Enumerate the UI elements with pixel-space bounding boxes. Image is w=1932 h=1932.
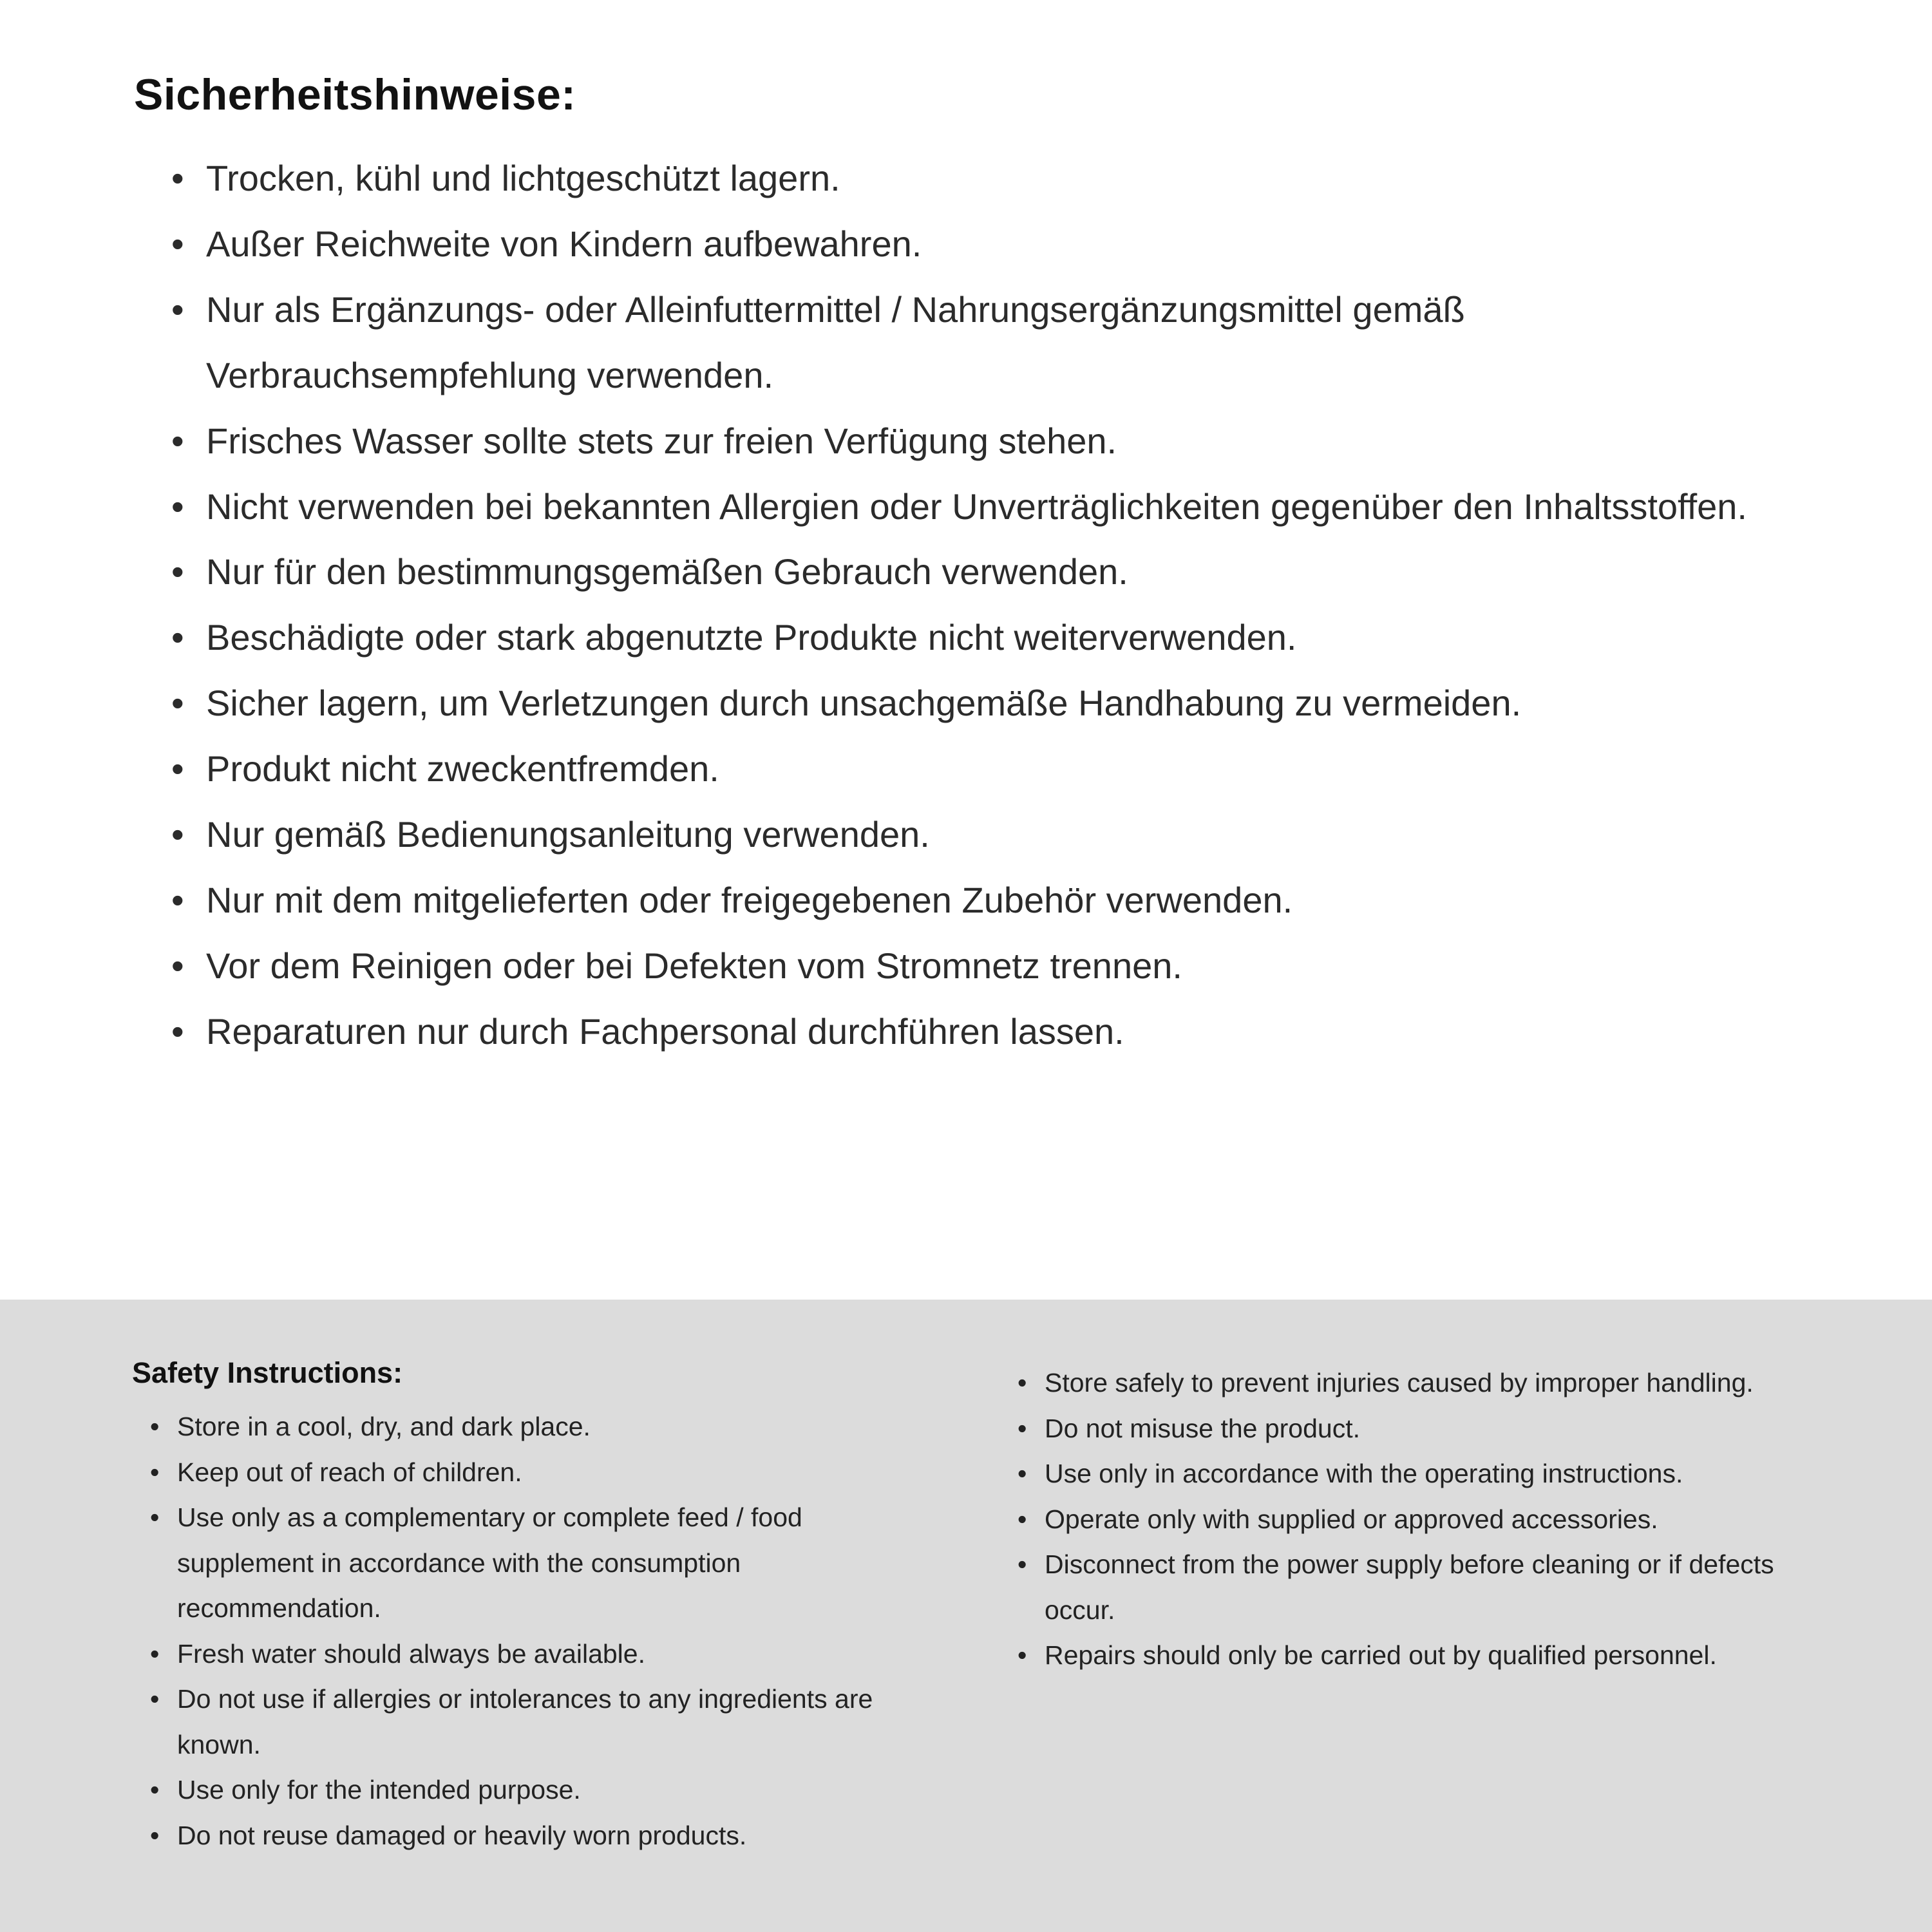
list-item: • Vor dem Reinigen oder bei Defekten vom Stromnetz trennen. [171, 933, 1823, 999]
list-item: • Keep out of reach of children. [150, 1450, 934, 1495]
list-item: • Nur mit dem mitgelieferten oder freigegebenen Zubehör verwenden. [171, 867, 1823, 933]
list-item: • Reparaturen nur durch Fachpersonal durchführen lassen. [171, 999, 1823, 1065]
list-item: • Nicht verwenden bei bekannten Allergien oder Unverträglichkeiten gegenüber den Inhaltsstoffen. [171, 474, 1823, 540]
list-item: • Store in a cool, dry, and dark place. [150, 1404, 934, 1450]
list-item: • Sicher lagern, um Verletzungen durch unsachgemäße Handhabung zu vermeiden. [171, 670, 1823, 736]
english-safety-list-left [132, 1404, 934, 1858]
list-item: • Frisches Wasser sollte stets zur freien Verfügung stehen. [171, 408, 1823, 474]
list-item: • Use only for the intended purpose. [150, 1767, 934, 1813]
list-item: • Trocken, kühl und lichtgeschützt lagern. [171, 146, 1823, 211]
list-item: • Store safely to prevent injuries caused by improper handling. [1018, 1360, 1819, 1406]
german-safety-list [134, 146, 1823, 1065]
list-item: • Do not reuse damaged or heavily worn products. [150, 1813, 934, 1859]
list-item: • Außer Reichweite von Kindern aufbewahren. [171, 211, 1823, 277]
list-item: • Beschädigte oder stark abgenutzte Produkte nicht weiterverwenden. [171, 605, 1823, 670]
list-item: • Nur gemäß Bedienungsanleitung verwenden. [171, 802, 1823, 867]
german-heading: Sicherheitshinweise: [134, 70, 576, 119]
list-item: • Nur für den bestimmungsgemäßen Gebrauch verwenden. [171, 539, 1823, 605]
english-heading: Safety Instructions: [132, 1356, 403, 1389]
list-item: • Do not use if allergies or intolerances to any ingredients are known. [150, 1676, 934, 1767]
list-item: • Nur als Ergänzungs- oder Alleinfuttermittel / Nahrungsergänzungsmittel gemäß Verbrauchsempfehlung verwenden. [171, 277, 1823, 408]
english-safety-section [0, 1300, 1932, 1932]
list-item: • Operate only with supplied or approved accessories. [1018, 1497, 1819, 1542]
list-item: • Fresh water should always be available. [150, 1631, 934, 1677]
list-item: • Produkt nicht zweckentfremden. [171, 736, 1823, 802]
list-item: • Disconnect from the power supply before cleaning or if defects occur. [1018, 1542, 1819, 1633]
english-safety-list-right [1018, 1360, 1819, 1678]
list-item: • Do not misuse the product. [1018, 1406, 1819, 1452]
list-item: • Use only as a complementary or complete feed / food supplement in accordance with the consumption recommendation. [150, 1495, 934, 1631]
english-left-column [132, 1356, 934, 1858]
english-right-column [1018, 1356, 1819, 1678]
list-item: • Repairs should only be carried out by qualified personnel. [1018, 1633, 1819, 1678]
list-item: • Use only in accordance with the operating instructions. [1018, 1451, 1819, 1497]
